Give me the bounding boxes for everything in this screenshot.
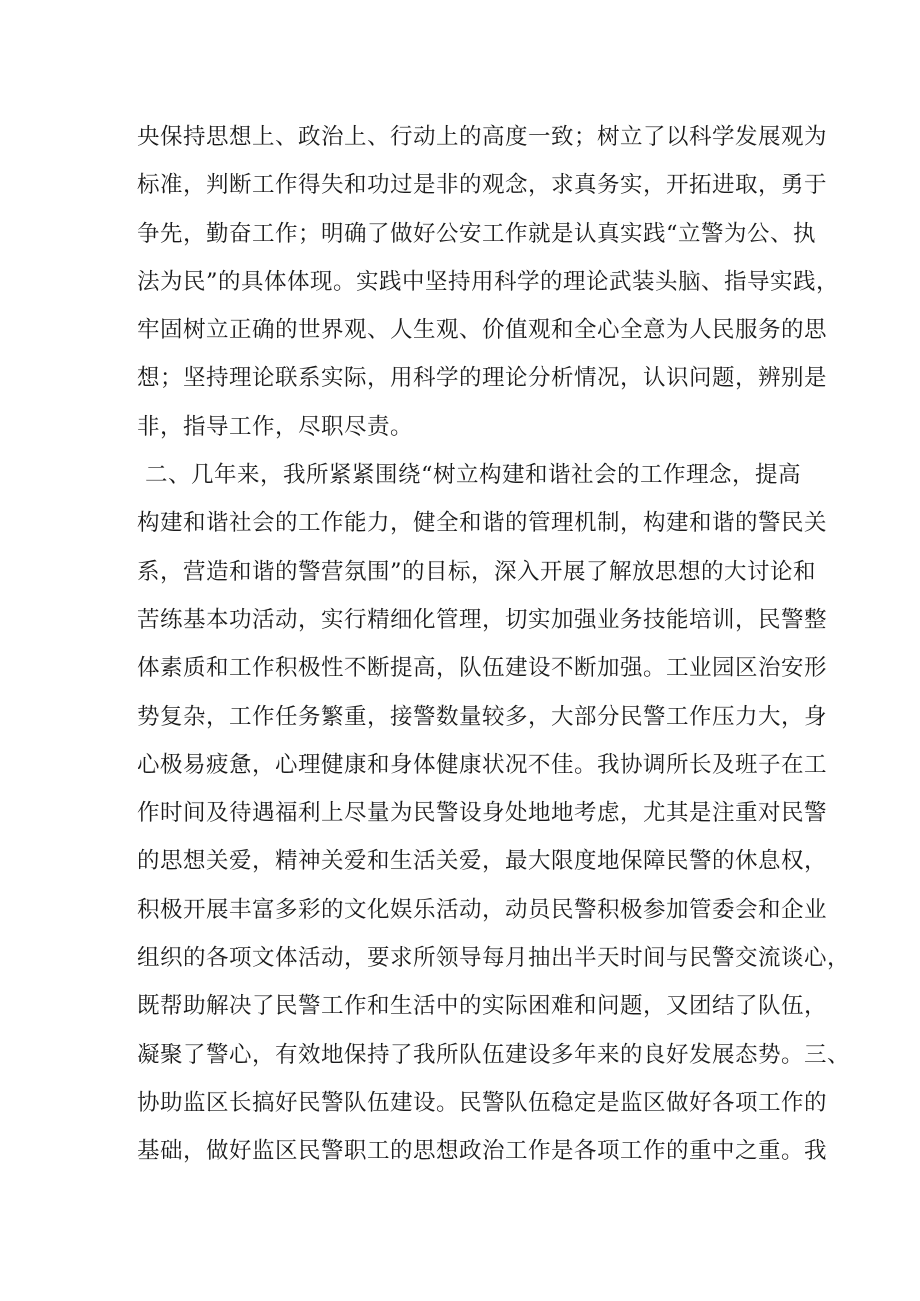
text-line-12: 体素质和工作积极性不断提高，队伍建设不断加强。工业园区治安形 [137,655,828,682]
text-line-6: 想；坚持理论联系实际，用科学的理论分析情况，认识问题，辨别是 [137,365,828,392]
text-line-10: 系，营造和谐的警营氛围”的目标，深入开展了解放思想的大讨论和 [137,558,817,585]
text-line-2: 标准，判断工作得失和功过是非的观念，求真务实，开拓进取，勇于 [137,172,828,199]
text-line-7: 非，指导工作，尽职尽责。 [137,413,414,440]
text-line-5: 牢固树立正确的世界观、人生观、价值观和全心全意为人民服务的思 [137,317,828,344]
text-line-22: 基础，做好监区民警职工的思想政治工作是各项工作的重中之重。我 [137,1138,828,1165]
text-line-3: 争先，勤奋工作；明确了做好公安工作就是认真实践“立警为公、执 [137,220,817,247]
text-line-15: 作时间及待遇福利上尽量为民警设身处地地考虑，尤其是注重对民警 [137,800,828,827]
text-line-19: 既帮助解决了民警工作和生活中的实际困难和问题，又团结了队伍， [137,993,828,1020]
text-line-1: 央保持思想上、政治上、行动上的高度一致；树立了以科学发展观为 [137,124,828,150]
text-line-20: 凝聚了警心，有效地保持了我所队伍建设多年来的良好发展态势。三、 [137,1041,851,1068]
text-line-4: 法为民”的具体体现。实践中坚持用科学的理论武装头脑、指导实践， [137,268,840,295]
text-line-17: 积极开展丰富多彩的文化娱乐活动，动员民警积极参加管委会和企业 [137,896,828,923]
text-line-9: 构建和谐社会的工作能力，健全和谐的管理机制，构建和谐的警民关 [137,510,828,537]
text-line-14: 心极易疲惫，心理健康和身体健康状况不佳。我协调所长及班子在工 [137,751,828,778]
text-line-11: 苦练基本功活动，实行精细化管理，切实加强业务技能培训，民警整 [137,606,828,633]
text-line-16: 的思想关爱，精神关爱和生活关爱，最大限度地保障民警的休息权， [137,848,828,875]
text-line-18: 组织的各项文体活动，要求所领导每月抽出半天时间与民警交流谈心， [137,945,851,972]
body-text [137,113,851,1176]
paragraph-2-first-line: 二、几年来，我所紧紧围绕“树立构建和谐社会的工作理念，提高 [145,462,802,489]
text-line-21: 协助监区长搞好民警队伍建设。民警队伍稳定是监区做好各项工作的 [137,1089,828,1116]
text-line-13: 势复杂，工作任务繁重，接警数量较多，大部分民警工作压力大，身 [137,703,828,730]
